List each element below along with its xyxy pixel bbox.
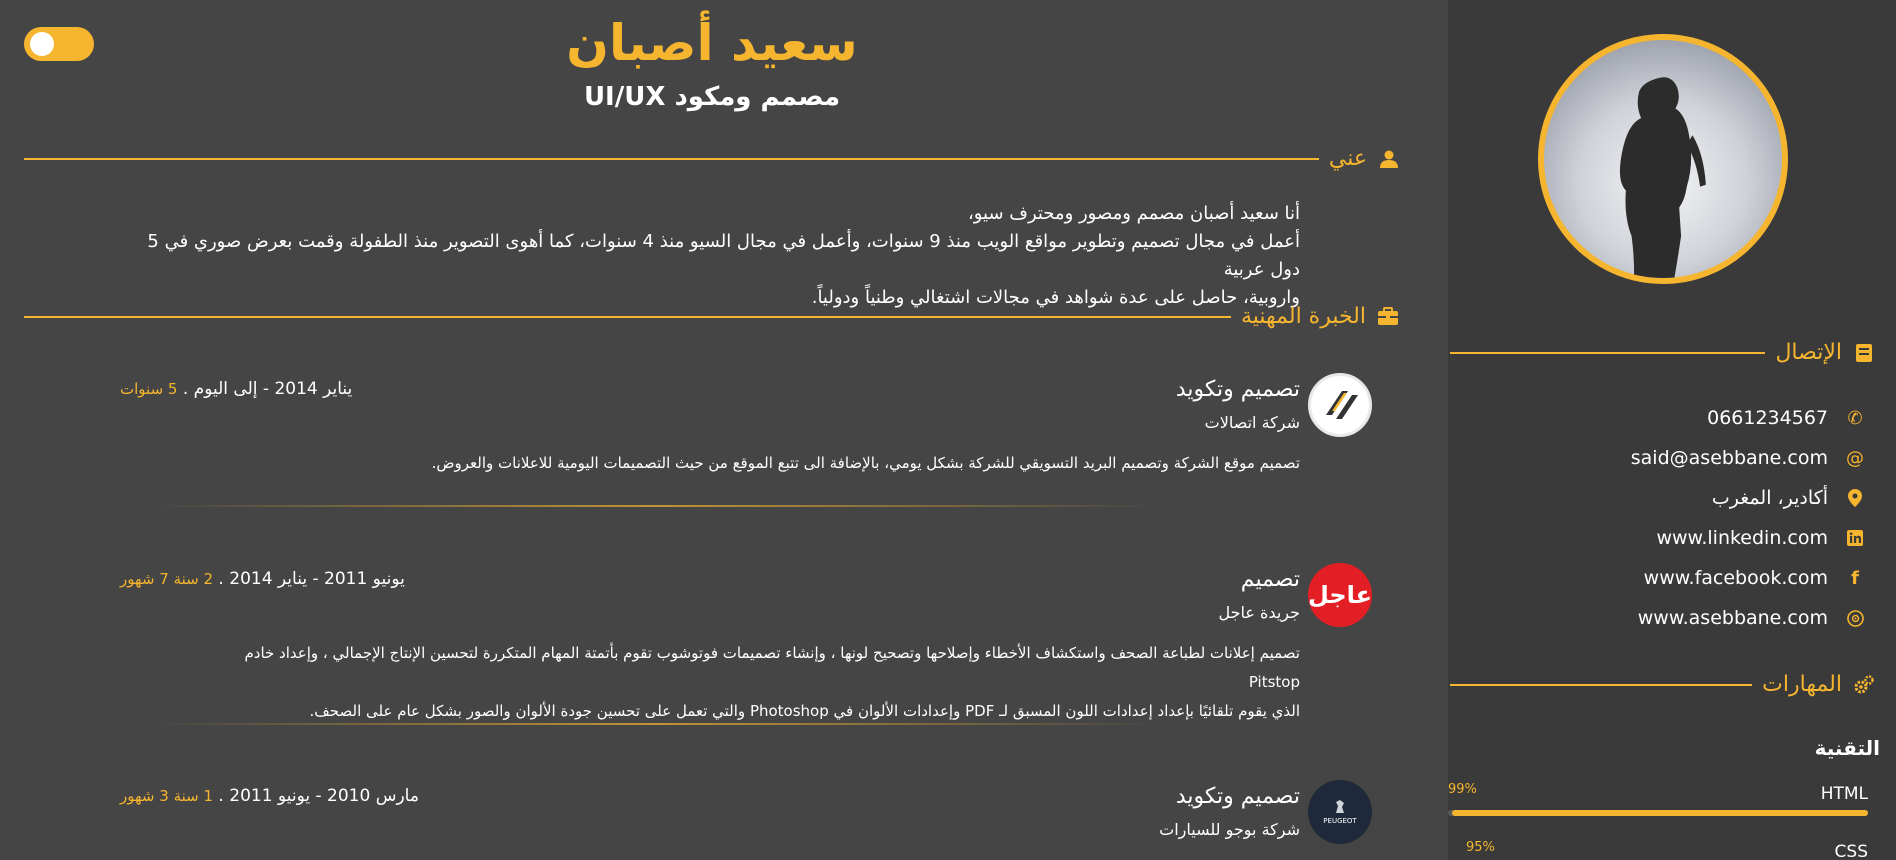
divider (24, 316, 1231, 318)
skill-bar-fill (1452, 810, 1868, 816)
job-company: جريدة عاجل (1218, 603, 1300, 622)
ajel-logo (1308, 563, 1372, 627)
job-company: شركة اتصالات (1204, 413, 1300, 432)
contact-heading-label: الإتصال (1775, 340, 1842, 365)
phone-icon: ✆ (1847, 407, 1863, 429)
job-duration: 1 سنة 3 شهور (120, 787, 214, 805)
skills-heading-label: المهارات (1762, 672, 1842, 697)
job-date-range: مارس 2010 - يونيو 2011 (229, 786, 419, 806)
about-heading (24, 146, 1401, 171)
divider (1450, 684, 1752, 686)
job-company: شركة بوجو للسيارات (1159, 820, 1300, 839)
job-dates: مارس 2010 - يونيو 2011 . 1 سنة 3 شهور (120, 786, 419, 806)
divider (1450, 352, 1765, 354)
skill-percent: 99% (1448, 782, 1477, 797)
contact-list (1466, 398, 1866, 638)
divider (24, 158, 1319, 160)
avatar (1538, 34, 1788, 284)
skill-name: CSS (1834, 842, 1868, 860)
sidebar (1448, 0, 1896, 860)
contact-book-icon (1852, 341, 1876, 365)
peugeot-logo-text: PEUGEOT (1323, 817, 1357, 825)
gears-icon (1852, 673, 1876, 697)
contact-heading (1450, 340, 1876, 365)
job-role: تصميم (1240, 567, 1300, 592)
about-line: أعمل في مجال تصميم وتطوير مواقع الويب منذ 9 سنوات، وأعمل في مجال السيو منذ 4 سنوات، كما أهوى التصوير منذ الطفولة وقمت بعرض صوري في 5 دول عربية (147, 231, 1300, 280)
job-duration: 5 سنوات (120, 380, 178, 398)
user-icon (1377, 147, 1401, 171)
contact-website[interactable]: www.asebbane.com (1466, 598, 1866, 638)
about-line: أنا سعيد أصبان مصمم ومصور ومحترف سيو، (967, 203, 1300, 224)
skills-heading (1450, 672, 1876, 697)
about-line: واروبية، حاصل على عدة شواهد في مجالات اشتغالي وطنياً ودولياً. (811, 287, 1300, 308)
job-role: تصميم وتكويد (1175, 784, 1300, 809)
job-date-range: يناير 2014 - إلى اليوم (193, 379, 353, 399)
contact-linkedin[interactable]: www.linkedin.com (1466, 518, 1866, 558)
about-text (140, 200, 1300, 312)
job-description-line: الذي يقوم تلقائيًا بإعداد إعدادات اللون المسبق لـ PDF وإعدادات الألوان في Photoshop والتي تعمل على تحسين جودة الألوان والصور بشكل عام على الصحف. (309, 702, 1300, 720)
about-heading-label: عني (1328, 146, 1367, 171)
skill-group-title: التقنية (1814, 736, 1880, 760)
job-description-line: تصميم إعلانات لطباعة الصحف واستكشاف الأخطاء وإصلاحها وتصحيح لونها ، وإنشاء تصميمات فوتوشوب تقوم بأتمتة المهام المتكررة لتحسين الإنتاج الإجمالي ، وإعداد خادم Pitstop (244, 644, 1300, 691)
telecom-logo (1308, 373, 1372, 437)
profile-photo (1544, 40, 1782, 278)
linkedin-icon (1844, 530, 1866, 546)
skill-bar (1448, 810, 1868, 816)
contact-phone[interactable]: ✆ 0661234567 (1466, 398, 1866, 438)
job-dates: يناير 2014 - إلى اليوم . 5 سنوات (120, 379, 353, 399)
job-description (190, 639, 1300, 726)
job-description: تصميم موقع الشركة وتصميم البريد التسويقي للشركة بشكل يومي، بالإضافة الى تتبع الموقع من حيث التصميمات اليومية للاعلانات والعروض. (431, 454, 1300, 472)
page-title: سعيد أصبان (566, 14, 858, 72)
skill-name: HTML (1820, 784, 1868, 804)
contact-email[interactable]: @ said@asebbane.com (1630, 447, 1864, 469)
contact-facebook[interactable]: f www.facebook.com (1466, 558, 1866, 598)
contact-location: أكادير، المغرب (1466, 478, 1866, 518)
experience-heading (24, 304, 1400, 329)
facebook-icon: f (1851, 567, 1859, 589)
job-role: تصميم وتكويد (1175, 377, 1300, 402)
ajel-logo-text: عاجل (1308, 581, 1372, 609)
skill-percent: 95% (1466, 840, 1495, 855)
divider (150, 723, 1160, 725)
globe-icon (1844, 610, 1866, 627)
at-icon: @ (1846, 447, 1864, 469)
job-dates: يونيو 2011 - يناير 2014 . 2 سنة 7 شهور (120, 569, 405, 589)
experience-heading-label: الخبرة المهنية (1240, 304, 1366, 329)
divider (150, 505, 1160, 507)
job-duration: 2 سنة 7 شهور (120, 570, 214, 588)
briefcase-icon (1376, 305, 1400, 329)
peugeot-logo (1308, 780, 1372, 844)
map-pin-icon (1844, 489, 1866, 507)
job-date-range: يونيو 2011 - يناير 2014 (229, 569, 405, 589)
job-title: مصمم ومكود UI/UX (583, 82, 841, 112)
